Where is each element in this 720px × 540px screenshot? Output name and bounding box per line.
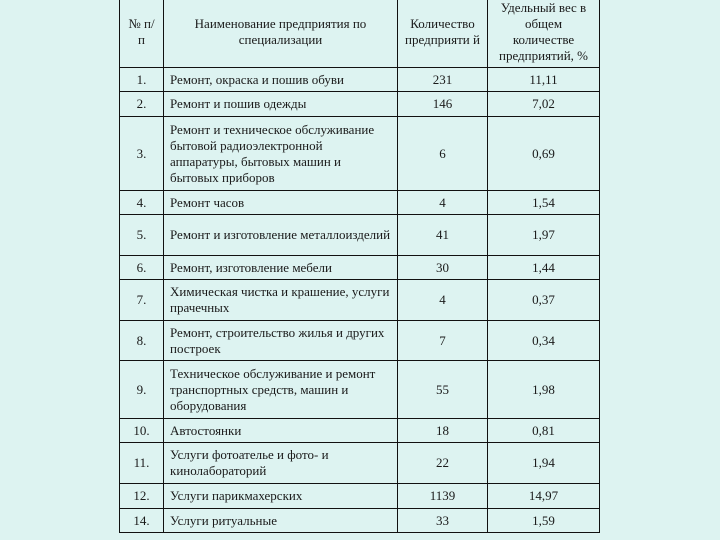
header-count: Количество предприяти й (398, 0, 488, 68)
table-row (120, 68, 600, 92)
row-count: 6 (398, 117, 488, 191)
row-count: 231 (398, 68, 488, 92)
row-count: 41 (398, 215, 488, 256)
row-share: 1,44 (488, 256, 600, 280)
row-count: 1139 (398, 484, 488, 509)
header-name: Наименование предприятия по специализации (164, 0, 398, 68)
row-number: 7. (120, 280, 164, 321)
table-row (120, 443, 600, 484)
row-name: Ремонт и изготовление металлоизделий (164, 215, 398, 256)
row-name: Услуги ритуальные (164, 509, 398, 533)
table-row (120, 321, 600, 361)
row-name: Автостоянки (164, 419, 398, 443)
row-share: 1,94 (488, 443, 600, 484)
row-share: 0,69 (488, 117, 600, 191)
row-number: 14. (120, 509, 164, 533)
row-share: 7,02 (488, 92, 600, 117)
row-number: 1. (120, 68, 164, 92)
row-share: 1,97 (488, 215, 600, 256)
header-number: № п/п (120, 0, 164, 68)
row-count: 18 (398, 419, 488, 443)
row-name: Ремонт и пошив одежды (164, 92, 398, 117)
row-count: 4 (398, 191, 488, 215)
row-count: 7 (398, 321, 488, 361)
row-number: 11. (120, 443, 164, 484)
row-count: 55 (398, 361, 488, 419)
row-share: 1,59 (488, 509, 600, 533)
row-name: Ремонт, строительство жилья и других построек (164, 321, 398, 361)
row-name: Ремонт часов (164, 191, 398, 215)
row-number: 8. (120, 321, 164, 361)
row-name: Техническое обслуживание и ремонт транспортных средств, машин и оборудования (164, 361, 398, 419)
row-count: 146 (398, 92, 488, 117)
table-row (120, 280, 600, 321)
row-share: 0,81 (488, 419, 600, 443)
row-name: Услуги парикмахерских (164, 484, 398, 509)
row-share: 1,54 (488, 191, 600, 215)
row-count: 33 (398, 509, 488, 533)
row-count: 4 (398, 280, 488, 321)
header-share: Удельный вес в общем количестве предприятий, % (488, 0, 600, 68)
row-name: Услуги фотоателье и фото- и кинолабораторий (164, 443, 398, 484)
row-count: 22 (398, 443, 488, 484)
table-row (120, 419, 600, 443)
table-row (120, 509, 600, 533)
row-number: 9. (120, 361, 164, 419)
table-row (120, 215, 600, 256)
row-name: Ремонт и техническое обслуживание бытовой радиоэлектронной аппаратуры, бытовых машин и бытовых приборов (164, 117, 398, 191)
row-count: 30 (398, 256, 488, 280)
row-share: 11,11 (488, 68, 600, 92)
row-name: Ремонт, окраска и пошив обуви (164, 68, 398, 92)
row-number: 10. (120, 419, 164, 443)
row-number: 4. (120, 191, 164, 215)
table-row (120, 191, 600, 215)
header-row (120, 0, 600, 68)
table-row (120, 484, 600, 509)
row-share: 0,37 (488, 280, 600, 321)
table-row (120, 361, 600, 419)
enterprises-table (119, 0, 600, 533)
row-name: Химическая чистка и крашение, услуги прачечных (164, 280, 398, 321)
row-share: 14,97 (488, 484, 600, 509)
row-number: 5. (120, 215, 164, 256)
table-row (120, 92, 600, 117)
row-number: 6. (120, 256, 164, 280)
table-row (120, 117, 600, 191)
row-number: 2. (120, 92, 164, 117)
row-number: 12. (120, 484, 164, 509)
row-number: 3. (120, 117, 164, 191)
table-row (120, 256, 600, 280)
row-share: 1,98 (488, 361, 600, 419)
row-share: 0,34 (488, 321, 600, 361)
row-name: Ремонт, изготовление мебели (164, 256, 398, 280)
